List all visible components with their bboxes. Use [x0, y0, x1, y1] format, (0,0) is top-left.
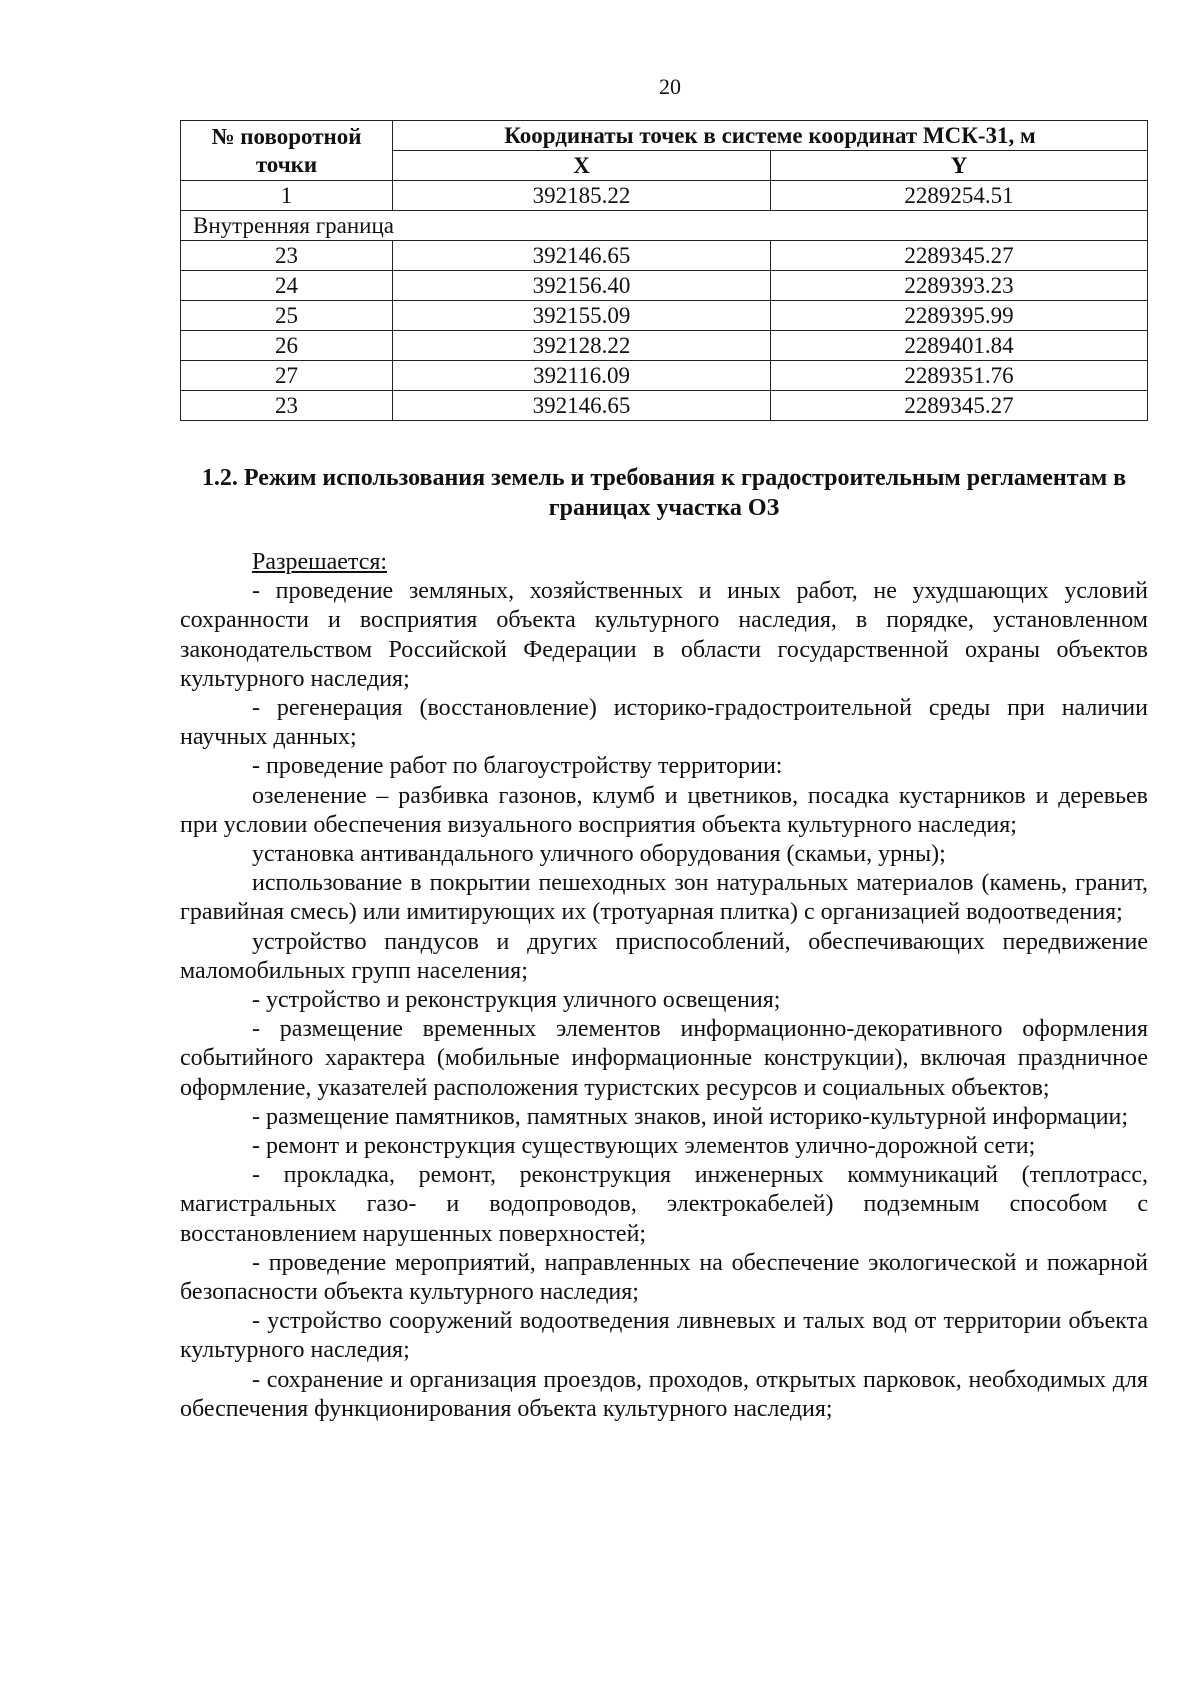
- table-row: [181, 301, 1148, 331]
- cell-x: 392116.09: [393, 361, 771, 391]
- paragraph: - устройство сооружений водоотведения ливневых и талых вод от территории объекта культурного наследия;: [180, 1308, 1148, 1364]
- cell-y: 2289395.99: [771, 301, 1148, 331]
- cell-point-number: 1: [181, 181, 393, 211]
- cell-y: 2289401.84: [771, 331, 1148, 361]
- header-y: Y: [771, 151, 1148, 181]
- cell-point-number: 26: [181, 331, 393, 361]
- coordinates-table: [180, 120, 1148, 421]
- table-section-row: [181, 211, 1148, 241]
- cell-point-number: 23: [181, 391, 393, 421]
- cell-y: 2289345.27: [771, 391, 1148, 421]
- paragraph: - регенерация (восстановление) историко-градостроительной среды при наличии научных данных;: [180, 695, 1148, 751]
- document-body: [180, 548, 1148, 1424]
- table-row: [181, 331, 1148, 361]
- paragraph: - устройство и реконструкция уличного освещения;: [252, 987, 781, 1014]
- cell-point-number: 24: [181, 271, 393, 301]
- paragraph: озеленение – разбивка газонов, клумб и цветников, посадка кустарников и деревьев при условии обеспечения визуального восприятия объекта культурного наследия;: [180, 782, 1148, 838]
- cell-x: 392128.22: [393, 331, 771, 361]
- paragraph: установка антивандального уличного оборудования (скамьи, урны);: [252, 841, 946, 868]
- header-point-number: № поворотной точки: [181, 121, 393, 181]
- header-x: X: [393, 151, 771, 181]
- cell-point-number: 27: [181, 361, 393, 391]
- header-coordinates: Координаты точек в системе координат МСК-31, м: [393, 121, 1148, 151]
- cell-x: 392156.40: [393, 271, 771, 301]
- paragraph: использование в покрытии пешеходных зон натуральных материалов (камень, гранит, гравийная смесь) или имитирующих их (тротуарная плитка) с организацией водоотведения;: [180, 870, 1148, 926]
- cell-y: 2289254.51: [771, 181, 1148, 211]
- paragraph: - проведение мероприятий, направленных на обеспечение экологической и пожарной безопасности объекта культурного наследия;: [180, 1249, 1148, 1306]
- table-row: [181, 181, 1148, 211]
- cell-x: 392185.22: [393, 181, 771, 211]
- paragraph: - размещение памятников, памятных знаков, иной историко-культурной информации;: [252, 1103, 1129, 1130]
- allowed-heading: Разрешается:: [252, 549, 388, 575]
- table-row: [181, 391, 1148, 421]
- paragraph: - сохранение и организация проездов, проходов, открытых парковок, необходимых для обеспечения функционирования объекта культурного наследия;: [180, 1366, 1148, 1422]
- table-row: [181, 361, 1148, 391]
- cell-x: 392146.65: [393, 241, 771, 271]
- cell-y: 2289351.76: [771, 361, 1148, 391]
- paragraph: устройство пандусов и других приспособлений, обеспечивающих передвижение маломобильных групп населения;: [180, 928, 1148, 984]
- cell-y: 2289393.23: [771, 271, 1148, 301]
- paragraph: - размещение временных элементов информационно-декоративного оформления событийного характера (мобильные информационные конструкции), включая праздничное оформление, указателей расположения туристских ресурсов и социальных объектов;: [180, 1016, 1148, 1101]
- cell-x: 392155.09: [393, 301, 771, 331]
- table-header-row: [181, 121, 1148, 151]
- paragraph: - проведение работ по благоустройству территории:: [252, 753, 783, 780]
- paragraph: - проведение земляных, хозяйственных и иных работ, не ухудшающих условий сохранности и восприятия объекта культурного наследия, в порядке, установленном законодательством Российской Федерации в области государственной охраны объектов культурного наследия;: [180, 578, 1148, 692]
- paragraph: - прокладка, ремонт, реконструкция инженерных коммуникаций (теплотрасс, магистральных газо- и водопроводов, электрокабелей) подземным способом с восстановлением нарушенных поверхностей;: [180, 1162, 1148, 1247]
- page-number: 20: [659, 74, 681, 99]
- table-row: [181, 271, 1148, 301]
- table-row: [181, 241, 1148, 271]
- cell-point-number: 23: [181, 241, 393, 271]
- cell-y: 2289345.27: [771, 241, 1148, 271]
- cell-x: 392146.65: [393, 391, 771, 421]
- cell-point-number: 25: [181, 301, 393, 331]
- paragraph: - ремонт и реконструкция существующих элементов улично-дорожной сети;: [252, 1133, 1036, 1160]
- section-title: 1.2. Режим использования земель и требования к градостроительным регламентам в границах участка ОЗ: [201, 465, 1127, 521]
- section-label: Внутренняя граница: [181, 211, 1148, 241]
